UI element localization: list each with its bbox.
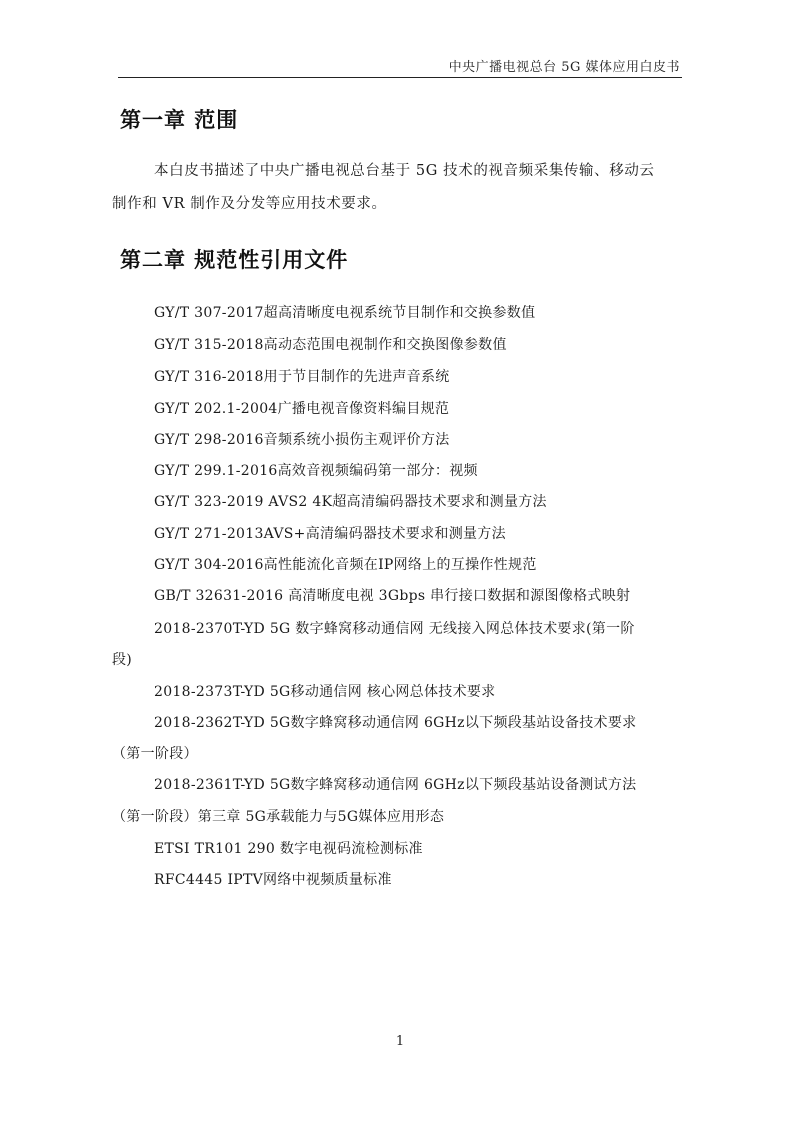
reference-item: GY/T 316-2018用于节目制作的先进声音系统 (154, 369, 450, 385)
running-header: 中央广播电视总台 5G 媒体应用白皮书 (448, 60, 680, 75)
reference-item: ETSI TR101 290 数字电视码流检测标准 (154, 841, 423, 857)
chapter-1-paragraph-line-1: 本白皮书描述了中央广播电视总台基于 5G 技术的视音频采集传输、移动云 (154, 163, 655, 179)
reference-item: GY/T 298-2016音频系统小损伤主观评价方法 (154, 432, 450, 448)
reference-item: RFC4445 IPTV网络中视频质量标准 (154, 872, 392, 888)
reference-item: GY/T 271-2013AVS+高清编码器技术要求和测量方法 (154, 526, 506, 542)
reference-item: 2018-2373T-YD 5G移动通信网 核心网总体技术要求 (154, 684, 496, 700)
reference-item: GY/T 307-2017超高清晰度电视系统节目制作和交换参数值 (154, 305, 536, 321)
chapter-2-heading: 第二章 规范性引用文件 (120, 248, 349, 272)
reference-item: 2018-2361T-YD 5G数字蜂窝移动通信网 6GHz以下频段基站设备测试方法 (154, 777, 637, 793)
reference-item: 2018-2370T-YD 5G 数字蜂窝移动通信网 无线接入网总体技术要求(第一阶 (154, 621, 635, 637)
reference-item: GY/T 315-2018高动态范围电视制作和交换图像参数值 (154, 337, 507, 353)
reference-item: GY/T 323-2019 AVS2 4K超高清编码器技术要求和测量方法 (154, 494, 547, 510)
page-number: 1 (395, 1034, 405, 1049)
reference-item-continuation: 段) (112, 652, 133, 668)
chapter-1-paragraph-line-2: 制作和 VR 制作及分发等应用技术要求。 (112, 196, 387, 212)
reference-item: 2018-2362T-YD 5G数字蜂窝移动通信网 6GHz以下频段基站设备技术要求 (154, 715, 637, 731)
reference-item: GY/T 299.1-2016高效音视频编码第一部分：视频 (154, 463, 478, 479)
reference-item: GY/T 304-2016高性能流化音频在IP网络上的互操作性规范 (154, 557, 537, 573)
reference-item: GB/T 32631-2016 高清晰度电视 3Gbps 串行接口数据和源图像格式映射 (154, 588, 631, 604)
reference-item-continuation: （第一阶段） (112, 746, 198, 762)
chapter-1-heading: 第一章 范围 (120, 108, 239, 132)
header-divider (118, 77, 682, 78)
reference-item: GY/T 202.1-2004广播电视音像资料编目规范 (154, 401, 450, 417)
reference-item-continuation: （第一阶段）第三章 5G承载能力与5G媒体应用形态 (112, 809, 445, 825)
